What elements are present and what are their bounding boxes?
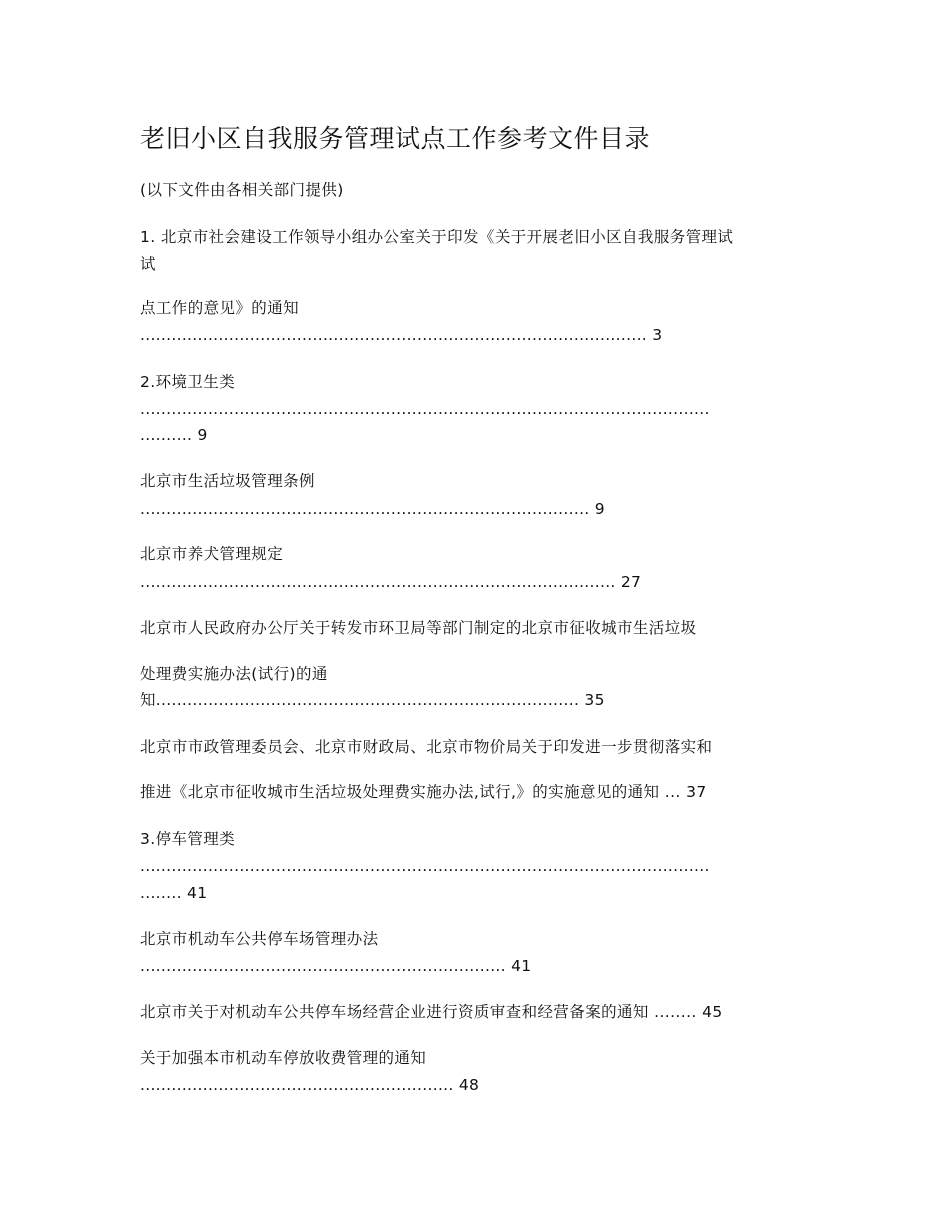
toc-leader-line: ...................................................................................... 9 bbox=[140, 500, 605, 518]
toc-line: 关于加强本市机动车停放收费管理的通知 bbox=[140, 1049, 427, 1067]
toc-line: 北京市养犬管理规定 bbox=[140, 545, 284, 563]
toc-line: 处理费实施办法(试行)的通 bbox=[140, 665, 328, 683]
toc-leader-line: ............................................................................................................. bbox=[140, 400, 710, 418]
toc-leader-line: ............................................................ 48 bbox=[140, 1076, 480, 1094]
toc-line: 推进《北京市征收城市生活垃圾处理费实施办法,试行,》的实施意见的通知 ... 37 bbox=[140, 783, 707, 801]
toc-leader-line: ........................................................................................... 27 bbox=[140, 573, 642, 591]
toc-section-heading: 3.停车管理类 bbox=[140, 830, 236, 848]
toc-line: 点工作的意见》的通知 bbox=[140, 299, 300, 317]
toc-leader-line: ...................................................................... 41 bbox=[140, 957, 532, 975]
toc-line: 北京市市政管理委员会、北京市财政局、北京市物价局关于印发进一步贯彻落实和 bbox=[140, 738, 713, 756]
toc-line: 1. 北京市社会建设工作领导小组办公室关于印发《关于开展老旧小区自我服务管理试 bbox=[140, 228, 734, 246]
toc-section-heading: 2.环境卫生类 bbox=[140, 373, 236, 391]
toc-leader-line: ................................................................................................. 3 bbox=[140, 326, 663, 344]
toc-line: 试 bbox=[140, 255, 156, 273]
toc-leader-line: ............................................................................................................. bbox=[140, 857, 710, 875]
toc-line: 北京市机动车公共停车场管理办法 bbox=[140, 930, 379, 948]
toc-leader-line: 知................................................................................. 35 bbox=[140, 691, 605, 709]
toc-line: 北京市关于对机动车公共停车场经营企业进行资质审查和经营备案的通知 ........ 45 bbox=[140, 1003, 723, 1021]
toc-leader-line: .......... 9 bbox=[140, 426, 208, 444]
toc-leader-line: ........ 41 bbox=[140, 884, 208, 902]
subtitle: (以下文件由各相关部门提供) bbox=[140, 181, 344, 199]
toc-line: 北京市人民政府办公厅关于转发市环卫局等部门制定的北京市征收城市生活垃圾 bbox=[140, 619, 697, 637]
toc-line: 北京市生活垃圾管理条例 bbox=[140, 472, 315, 490]
document-title: 老旧小区自我服务管理试点工作参考文件目录 bbox=[140, 124, 651, 153]
